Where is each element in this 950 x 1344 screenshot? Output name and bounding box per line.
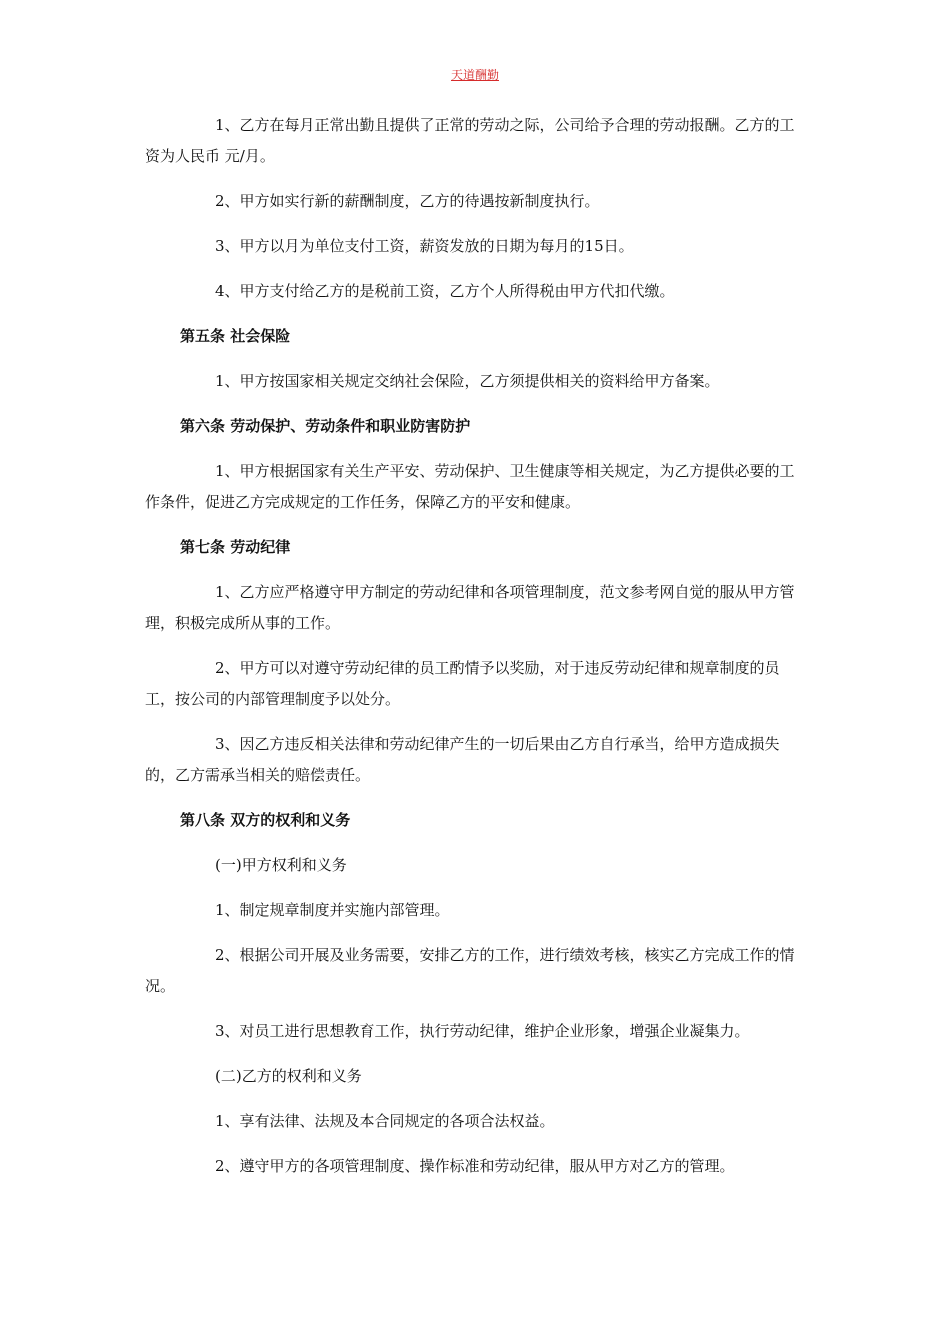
paragraph: 1、甲方按国家相关规定交纳社会保险，乙方须提供相关的资料给甲方备案。: [215, 372, 720, 390]
subsection-heading: (一)甲方权利和义务: [215, 856, 347, 874]
paragraph: 2、甲方可以对遵守劳动纪律的员工酌情予以奖励，对于违反劳动纪律和规章制度的员工，按公司的内部管理制度予以处分。: [145, 659, 780, 708]
section-heading: 第七条 劳动纪律: [180, 538, 291, 556]
paragraph: 1、乙方应严格遵守甲方制定的劳动纪律和各项管理制度，范文参考网自觉的服从甲方管理，积极完成所从事的工作。: [145, 583, 795, 632]
header-link[interactable]: 天道酬勤: [450, 68, 499, 82]
document-body: [145, 110, 805, 1196]
paragraph: 2、根据公司开展及业务需要，安排乙方的工作，进行绩效考核，核实乙方完成工作的情况。: [145, 946, 795, 995]
paragraph: 1、享有法律、法规及本合同规定的各项合法权益。: [215, 1112, 555, 1130]
section-heading: 第五条 社会保险: [180, 327, 291, 345]
section-heading: 第六条 劳动保护、劳动条件和职业防害防护: [180, 417, 471, 435]
subsection-heading: (二)乙方的权利和义务: [215, 1067, 362, 1085]
section-heading: 第八条 双方的权利和义务: [180, 811, 351, 829]
paragraph: 3、甲方以月为单位支付工资，薪资发放的日期为每月的15日。: [215, 237, 634, 255]
paragraph: 1、乙方在每月正常出勤且提供了正常的劳动之际，公司给予合理的劳动报酬。乙方的工资为人民币 元/月。: [145, 116, 795, 165]
paragraph: 1、甲方根据国家有关生产平安、劳动保护、卫生健康等相关规定，为乙方提供必要的工作条件，促进乙方完成规定的工作任务，保障乙方的平安和健康。: [145, 462, 795, 511]
paragraph: 3、对员工进行思想教育工作，执行劳动纪律，维护企业形象，增强企业凝集力。: [215, 1022, 750, 1040]
paragraph: 2、甲方如实行新的薪酬制度，乙方的待遇按新制度执行。: [215, 192, 600, 210]
paragraph: 4、甲方支付给乙方的是税前工资，乙方个人所得税由甲方代扣代缴。: [215, 282, 675, 300]
paragraph: 1、制定规章制度并实施内部管理。: [215, 901, 450, 919]
paragraph: 3、因乙方违反相关法律和劳动纪律产生的一切后果由乙方自行承当，给甲方造成损失的，乙方需承当相关的赔偿责任。: [145, 735, 780, 784]
paragraph: 2、遵守甲方的各项管理制度、操作标准和劳动纪律，服从甲方对乙方的管理。: [215, 1157, 735, 1175]
